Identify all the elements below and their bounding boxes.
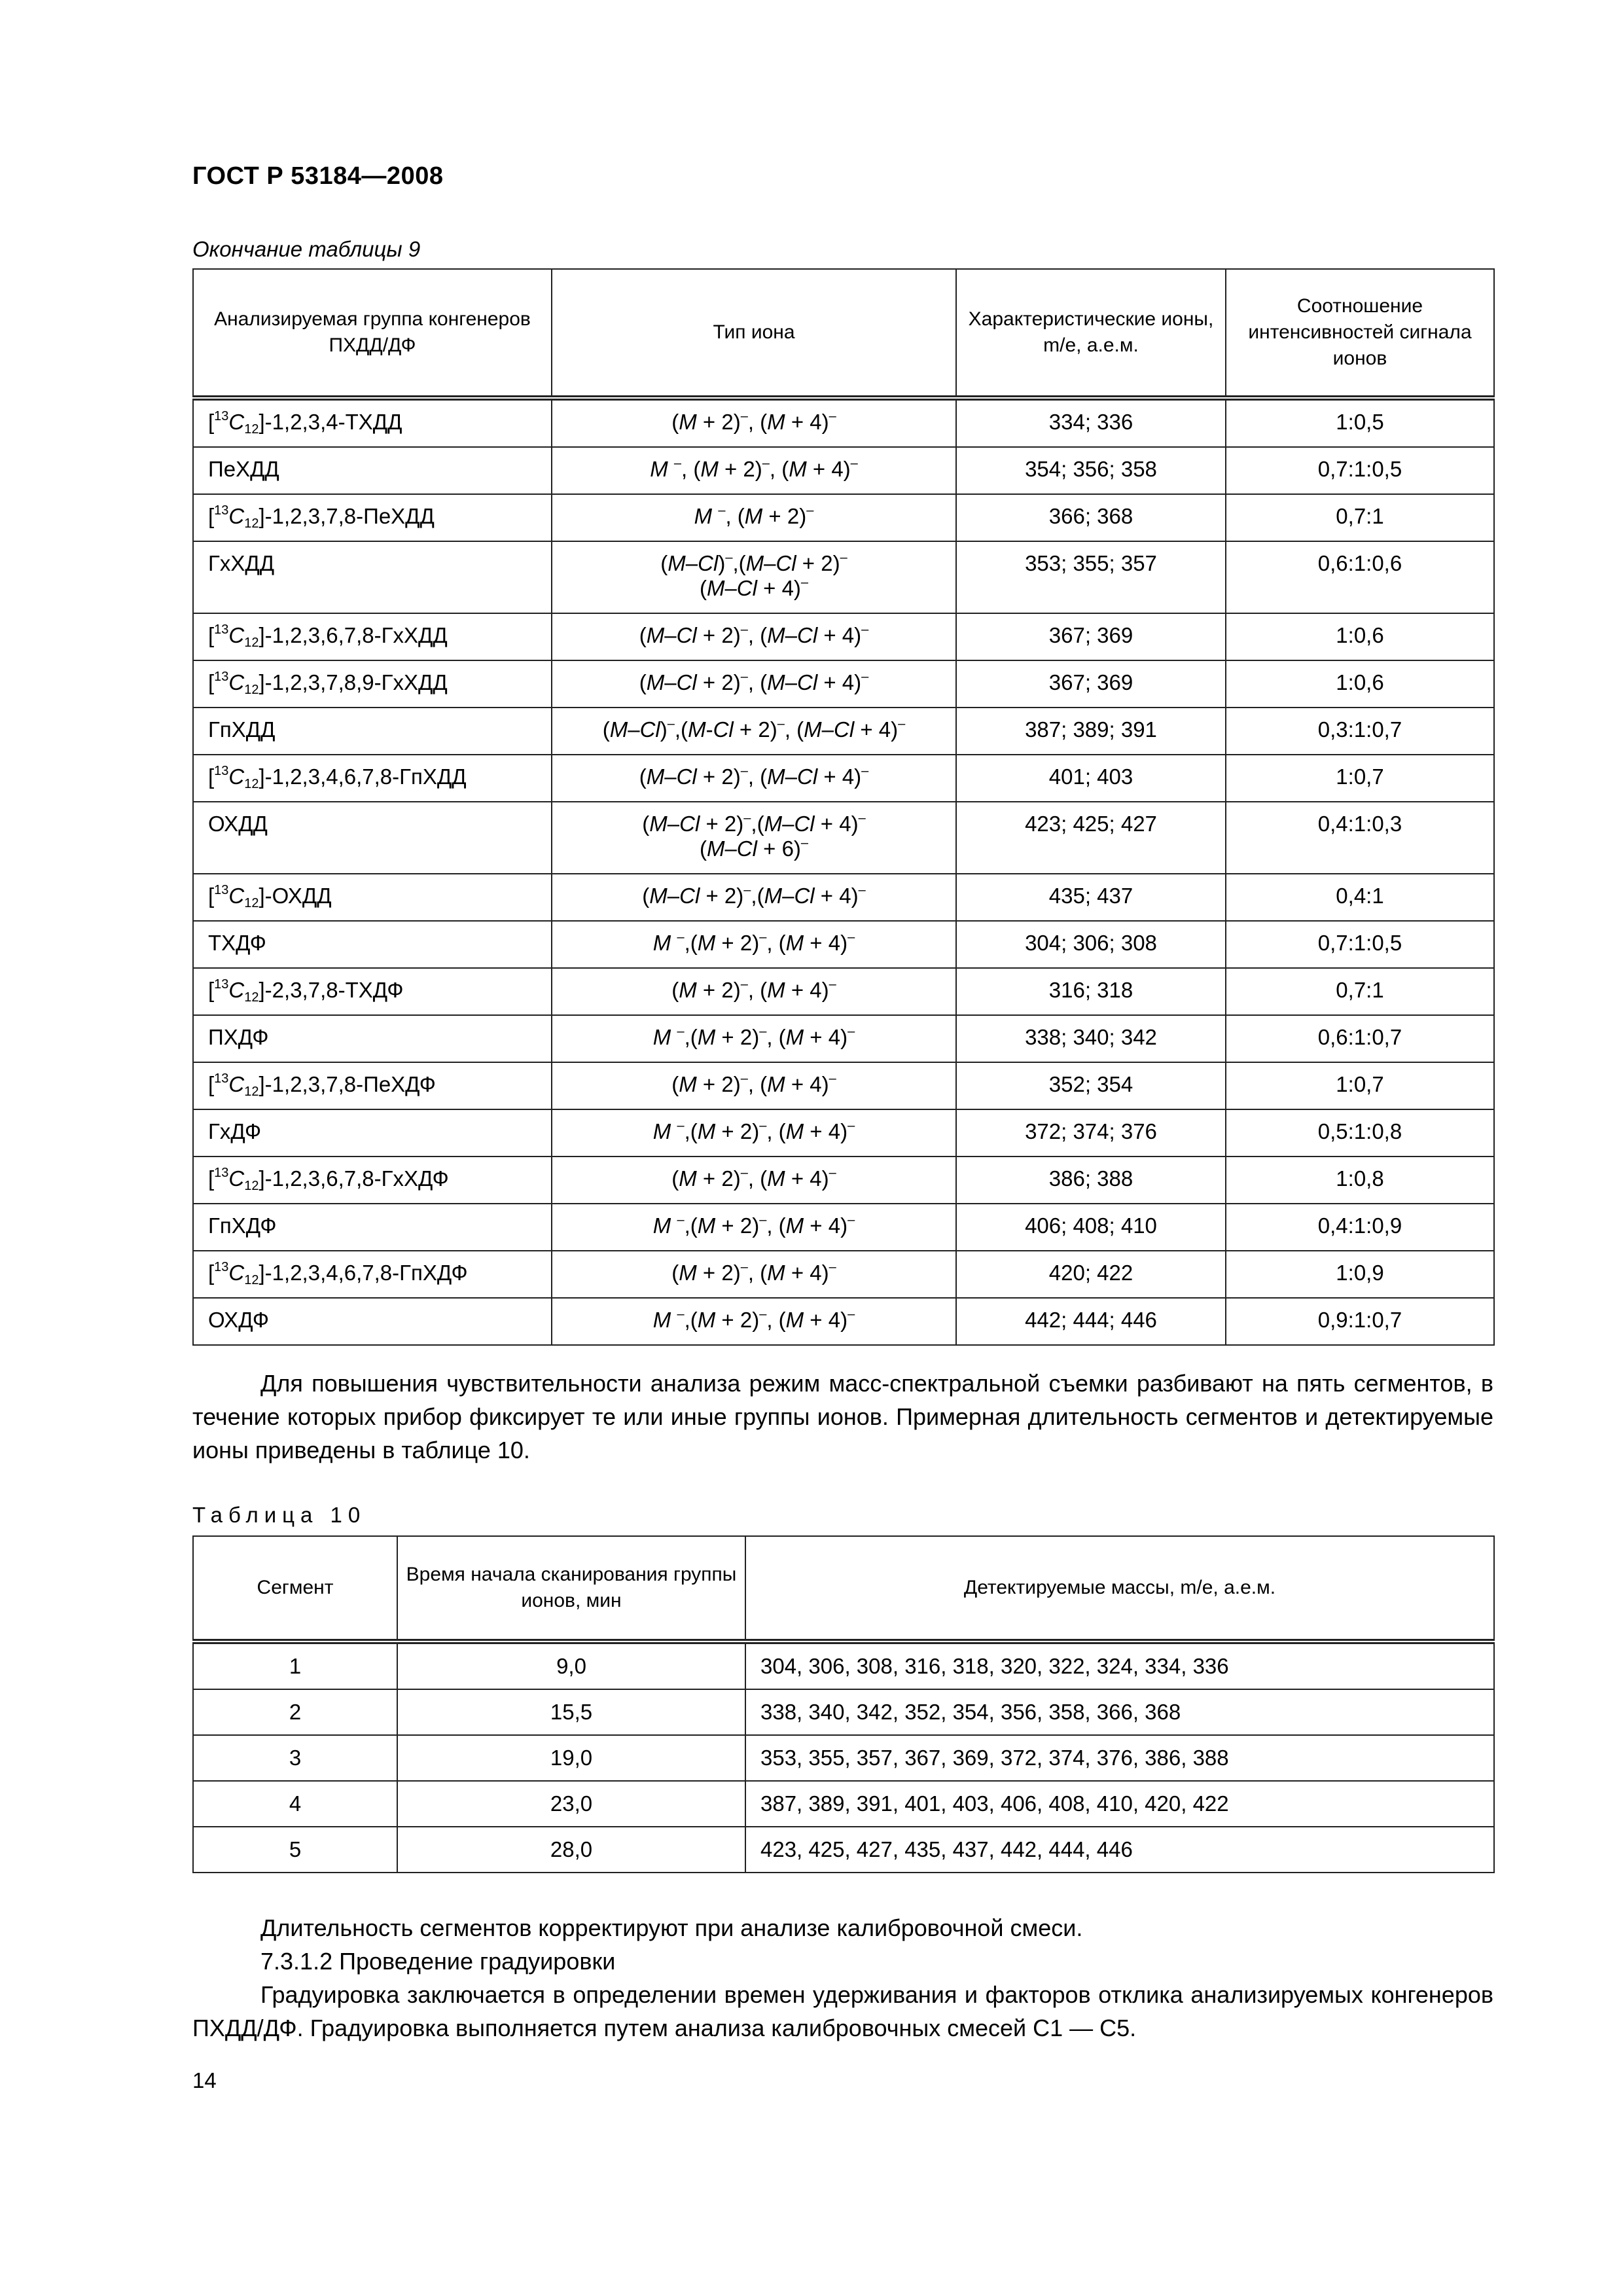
table-9 [192, 268, 1495, 1346]
cell-masses: 353; 355; 357 [956, 541, 1226, 613]
cell-ion-type: M –, (M + 2)–, (M + 4)– [552, 447, 956, 494]
document-header: ГОСТ Р 53184—2008 [192, 162, 444, 190]
cell-ratio: 0,7:1 [1226, 494, 1494, 541]
cell-masses: 435; 437 [956, 874, 1226, 921]
cell-ratio: 1:0,7 [1226, 755, 1494, 802]
table-row [193, 1689, 1494, 1735]
cell-masses: 423; 425; 427 [956, 802, 1226, 874]
cell-group: $[^{13}C_{12}]-1,2,3,4,6,7,8$-ГпХДД [193, 755, 552, 802]
table9-header-group: Анализируемая группа конгенеров ПХДД/ДФ [193, 269, 552, 398]
cell-ratio: 1:0,5 [1226, 398, 1494, 447]
cell-group: $[^{13}C_{12}]-1,2,3,4,6,7,8$-ГпХДФ [193, 1251, 552, 1298]
cell-ion-type: (M–Cl + 2)–, (M–Cl + 4)– [552, 755, 956, 802]
cell-ion-type: (M–Cl)–,(M-Cl + 2)–, (M–Cl + 4)– [552, 708, 956, 755]
table9-header-row [193, 269, 1494, 398]
table9-body [193, 398, 1494, 1345]
cell-group: ОХДД [193, 802, 552, 874]
cell-ratio: 0,4:1:0,3 [1226, 802, 1494, 874]
cell-masses: 387, 389, 391, 401, 403, 406, 408, 410, 420, 422 [745, 1781, 1494, 1827]
table-row [193, 1157, 1494, 1204]
table-row [193, 660, 1494, 708]
cell-masses: 334; 336 [956, 398, 1226, 447]
table10-body [193, 1641, 1494, 1873]
cell-segment: 1 [193, 1641, 397, 1689]
cell-ion-type: M –,(M + 2)–, (M + 4)– [552, 1109, 956, 1157]
cell-masses: 423, 425, 427, 435, 437, 442, 444, 446 [745, 1827, 1494, 1873]
cell-ratio: 0,7:1:0,5 [1226, 447, 1494, 494]
table-row [193, 1251, 1494, 1298]
cell-group: ГпХДД [193, 708, 552, 755]
table-row [193, 1735, 1494, 1781]
cell-masses: 304, 306, 308, 316, 318, 320, 322, 324, 334, 336 [745, 1641, 1494, 1689]
cell-ratio: 0,4:1:0,9 [1226, 1204, 1494, 1251]
cell-ratio: 0,9:1:0,7 [1226, 1298, 1494, 1345]
cell-masses: 338, 340, 342, 352, 354, 356, 358, 366, 368 [745, 1689, 1494, 1735]
cell-ratio: 0,7:1:0,5 [1226, 921, 1494, 968]
cell-segment: 3 [193, 1735, 397, 1781]
section-heading-7-3-1-2: 7.3.1.2 Проведение градуировки [260, 1948, 616, 1975]
table9-header-masses: Характеристические ионы, m/e, а.е.м. [956, 269, 1226, 398]
table10-caption: Таблица 10 [192, 1503, 366, 1527]
paragraph-calibration-note: Длительность сегментов корректируют при анализе калибровочной смеси. [260, 1914, 1083, 1941]
table-row [193, 921, 1494, 968]
cell-ratio: 0,6:1:0,7 [1226, 1015, 1494, 1062]
cell-ion-type: M –,(M + 2)–, (M + 4)– [552, 921, 956, 968]
paragraph-calibration: Градуировка заключается в определении времен удерживания и факторов отклика анализируемых конгенеров ПХДД/ДФ. Градуировка выполняется путем анализа калибровочных смесей С1 — С5. [192, 1981, 1493, 2041]
cell-masses: 353, 355, 357, 367, 369, 372, 374, 376, 386, 388 [745, 1735, 1494, 1781]
cell-group: ОХДФ [193, 1298, 552, 1345]
table-row [193, 1062, 1494, 1109]
cell-ratio: 1:0,6 [1226, 613, 1494, 660]
cell-masses: 401; 403 [956, 755, 1226, 802]
table10-header-row [193, 1536, 1494, 1641]
table9-header-ion-type: Тип иона [552, 269, 956, 398]
cell-ion-type: (M–Cl + 2)–, (M–Cl + 4)– [552, 613, 956, 660]
cell-group: $[^{13}C_{12}]-1,2,3,7,8,9$-ГхХДД [193, 660, 552, 708]
table-row [193, 613, 1494, 660]
cell-masses: 367; 369 [956, 613, 1226, 660]
table9-caption: Окончание таблицы 9 [192, 237, 421, 261]
cell-group: $[^{13}C_{12}]-1,2,3,7,8$-ПеХДД [193, 494, 552, 541]
cell-masses: 372; 374; 376 [956, 1109, 1226, 1157]
cell-start-time: 9,0 [397, 1641, 745, 1689]
paragraph-segments: Для повышения чувствительности анализа режим масс-спектральной съемки разбивают на пять сегментов, в течение которых прибор фиксирует те или иные группы ионов. Примерная длительность сегментов и детектируемые ионы приведены в таблице 10. [192, 1370, 1493, 1463]
cell-start-time: 23,0 [397, 1781, 745, 1827]
table-10 [192, 1535, 1495, 1873]
cell-start-time: 19,0 [397, 1735, 745, 1781]
cell-ion-type: M –,(M + 2)–, (M + 4)– [552, 1015, 956, 1062]
cell-masses: 406; 408; 410 [956, 1204, 1226, 1251]
cell-masses: 367; 369 [956, 660, 1226, 708]
cell-group: $[^{13}C_{12}]$-ОХДД [193, 874, 552, 921]
cell-ion-type: M –, (M + 2)– [552, 494, 956, 541]
table-row [193, 1109, 1494, 1157]
table-row [193, 494, 1494, 541]
table-row [193, 1827, 1494, 1873]
cell-group: ГхХДД [193, 541, 552, 613]
cell-ratio: 1:0,6 [1226, 660, 1494, 708]
cell-segment: 2 [193, 1689, 397, 1735]
cell-ratio: 0,6:1:0,6 [1226, 541, 1494, 613]
cell-segment: 5 [193, 1827, 397, 1873]
table-row [193, 802, 1494, 874]
cell-masses: 386; 388 [956, 1157, 1226, 1204]
cell-ratio: 1:0,9 [1226, 1251, 1494, 1298]
cell-ion-type: (M + 2)–, (M + 4)– [552, 398, 956, 447]
cell-masses: 316; 318 [956, 968, 1226, 1015]
cell-ratio: 0,7:1 [1226, 968, 1494, 1015]
table-row [193, 447, 1494, 494]
cell-ratio: 0,5:1:0,8 [1226, 1109, 1494, 1157]
cell-ion-type: (M + 2)–, (M + 4)– [552, 1251, 956, 1298]
cell-ion-type: (M + 2)–, (M + 4)– [552, 1157, 956, 1204]
cell-start-time: 28,0 [397, 1827, 745, 1873]
cell-ion-type: (M–Cl)–,(M–Cl + 2)– (M–Cl + 4)– [552, 541, 956, 613]
table-row [193, 755, 1494, 802]
cell-group: $[^{13}C_{12}]-1,2,3,6,7,8$-ГхХДФ [193, 1157, 552, 1204]
cell-masses: 354; 356; 358 [956, 447, 1226, 494]
table10-header-masses: Детектируемые массы, m/e, а.е.м. [745, 1536, 1494, 1641]
cell-group: ГхДФ [193, 1109, 552, 1157]
cell-ratio: 1:0,8 [1226, 1157, 1494, 1204]
cell-group: ПеХДД [193, 447, 552, 494]
cell-masses: 366; 368 [956, 494, 1226, 541]
cell-masses: 304; 306; 308 [956, 921, 1226, 968]
cell-group: ПХДФ [193, 1015, 552, 1062]
cell-masses: 442; 444; 446 [956, 1298, 1226, 1345]
cell-masses: 338; 340; 342 [956, 1015, 1226, 1062]
cell-group: $[^{13}C_{12}]-1,2,3,6,7,8$-ГхХДД [193, 613, 552, 660]
cell-ratio: 0,3:1:0,7 [1226, 708, 1494, 755]
table-row [193, 1781, 1494, 1827]
table-row [193, 541, 1494, 613]
table-row [193, 874, 1494, 921]
cell-ion-type: (M + 2)–, (M + 4)– [552, 1062, 956, 1109]
cell-masses: 420; 422 [956, 1251, 1226, 1298]
cell-ratio: 1:0,7 [1226, 1062, 1494, 1109]
table10-header-time: Время начала сканирования группы ионов, мин [397, 1536, 745, 1641]
table-row [193, 1298, 1494, 1345]
cell-group: $[^{13}C_{12}]-1,2,3,4$-ТХДД [193, 398, 552, 447]
cell-group: $[^{13}C_{12}]-2,3,7,8$-ТХДФ [193, 968, 552, 1015]
cell-group: $[^{13}C_{12}]-1,2,3,7,8$-ПеХДФ [193, 1062, 552, 1109]
table-row [193, 1015, 1494, 1062]
cell-ion-type: (M–Cl + 2)–,(M–Cl + 4)– (M–Cl + 6)– [552, 802, 956, 874]
cell-masses: 352; 354 [956, 1062, 1226, 1109]
page-number: 14 [192, 2068, 217, 2092]
table-row [193, 708, 1494, 755]
cell-ion-type: (M–Cl + 2)–,(M–Cl + 4)– [552, 874, 956, 921]
cell-group: ГпХДФ [193, 1204, 552, 1251]
cell-ratio: 0,4:1 [1226, 874, 1494, 921]
cell-masses: 387; 389; 391 [956, 708, 1226, 755]
cell-ion-type: M –,(M + 2)–, (M + 4)– [552, 1204, 956, 1251]
cell-ion-type: (M–Cl + 2)–, (M–Cl + 4)– [552, 660, 956, 708]
table10-header-segment: Сегмент [193, 1536, 397, 1641]
table-row [193, 968, 1494, 1015]
cell-segment: 4 [193, 1781, 397, 1827]
cell-group: ТХДФ [193, 921, 552, 968]
table-row [193, 1204, 1494, 1251]
cell-ion-type: M –,(M + 2)–, (M + 4)– [552, 1298, 956, 1345]
cell-start-time: 15,5 [397, 1689, 745, 1735]
cell-ion-type: (M + 2)–, (M + 4)– [552, 968, 956, 1015]
table-row [193, 1641, 1494, 1689]
table9-header-ratio: Соотношение интенсивностей сигнала ионов [1226, 269, 1494, 398]
table-row [193, 398, 1494, 447]
